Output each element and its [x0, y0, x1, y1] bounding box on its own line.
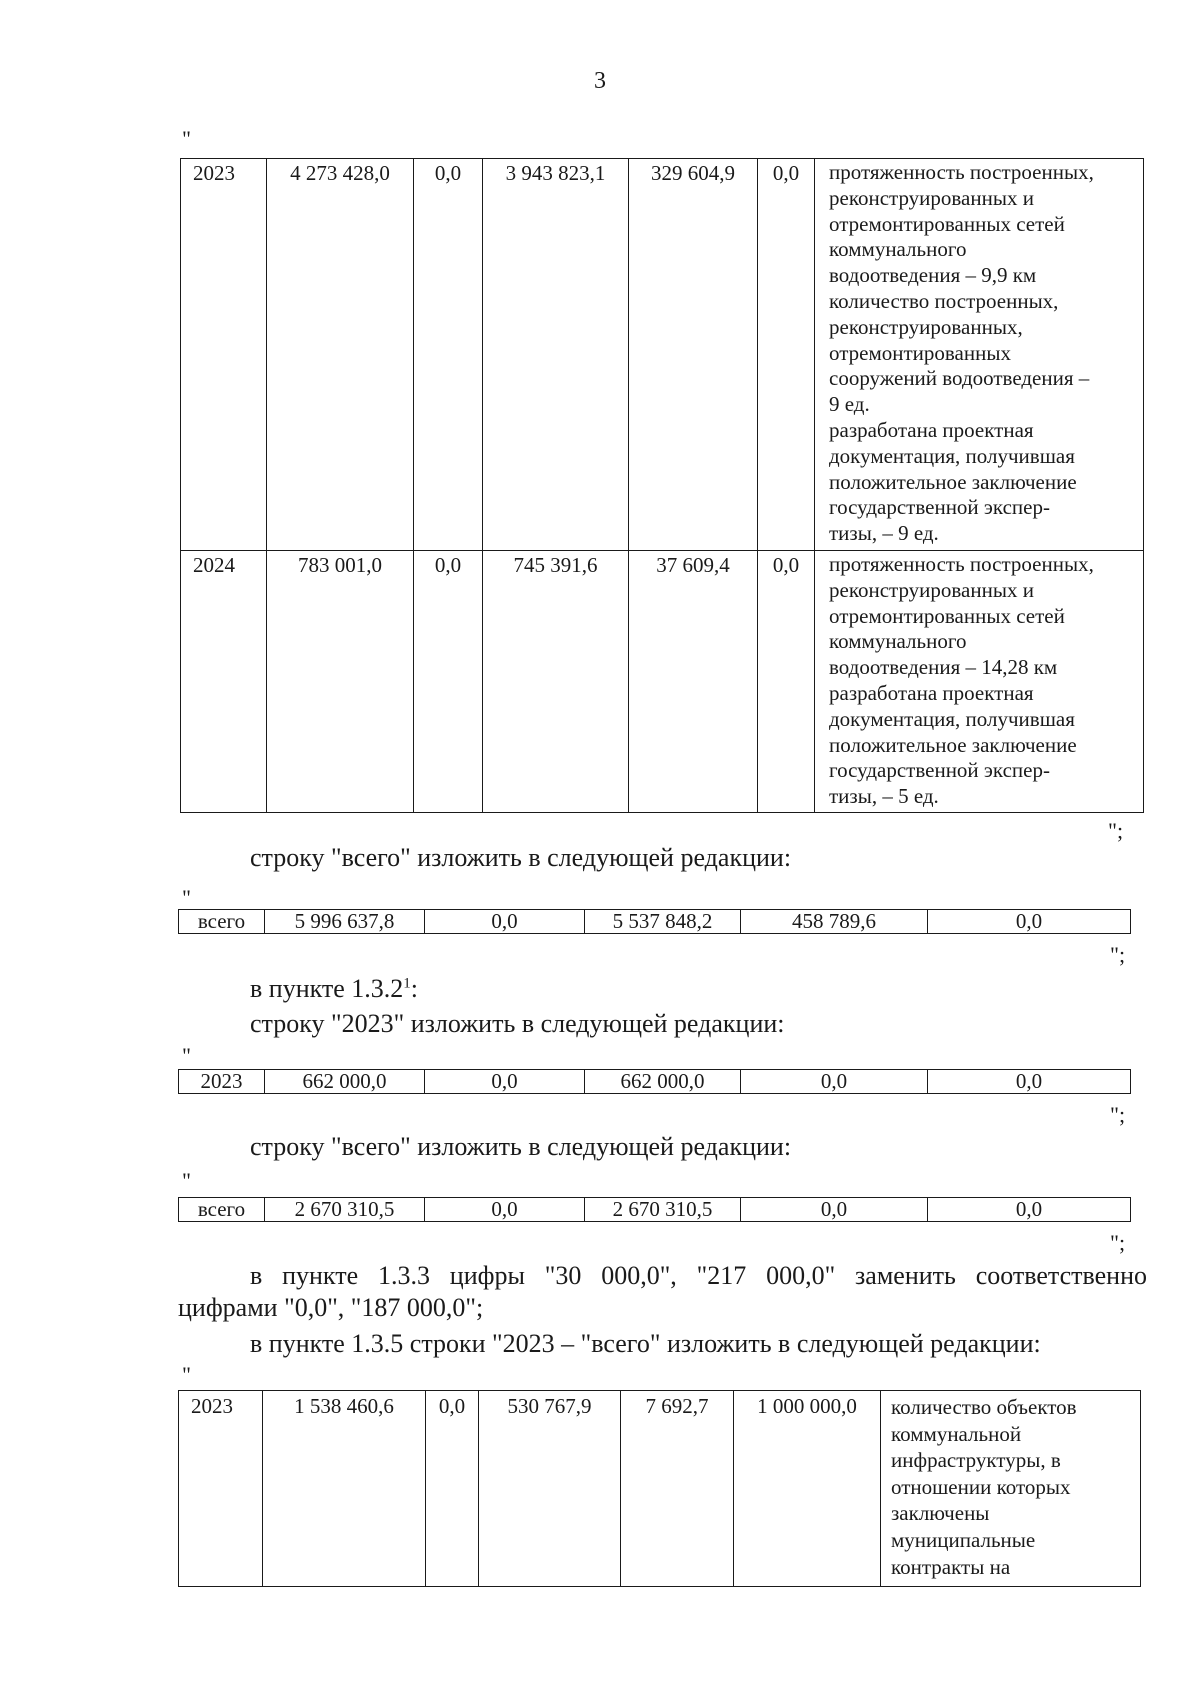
cell-value: 0,0	[425, 1198, 585, 1222]
desc-line: тизы, – 5 ед.	[829, 784, 939, 809]
cell-value: 745 391,6	[483, 551, 629, 813]
cell-description	[881, 1391, 1141, 1587]
cell-year: 2023	[179, 1391, 263, 1587]
superscript: 1	[403, 975, 411, 992]
cell-total: 783 001,0	[267, 551, 414, 813]
desc-line: протяженность построенных,	[829, 552, 1094, 576]
paragraph-text: в пункте 1.3.2	[250, 974, 404, 1003]
table-row	[179, 910, 1131, 934]
cell-value: 0,0	[425, 1070, 585, 1094]
paragraph: в пункте 1.3.3 цифры "30 000,0", "217 000,0" заменить соответственно	[250, 1261, 1147, 1290]
closing-quote: ";	[1108, 818, 1124, 843]
cell-value: 458 789,6	[741, 910, 928, 934]
cell-value: 0,0	[741, 1198, 928, 1222]
desc-line: отремонтированных сетей	[829, 603, 1065, 628]
closing-quote: ";	[1110, 1102, 1126, 1127]
table-row-2023	[181, 159, 1144, 551]
cell-value: 7 692,7	[621, 1391, 734, 1587]
opening-quote: "	[182, 885, 191, 910]
desc-line: контракты на	[891, 1554, 1011, 1579]
table-row	[179, 1070, 1131, 1094]
total-row-table-2	[178, 1197, 1131, 1222]
paragraph: строку "всего" изложить в следующей редакции:	[250, 1132, 792, 1161]
cell-value: 37 609,4	[629, 551, 758, 813]
desc-line: разработана проектная	[829, 680, 1034, 705]
desc-line: документация, получившая	[829, 706, 1075, 731]
desc-line: отношении которых	[891, 1474, 1071, 1499]
cell-value: 329 604,9	[629, 159, 758, 551]
cell-year: 2024	[181, 551, 267, 813]
opening-quote: "	[182, 1168, 191, 1193]
cell-value: 0,0	[758, 159, 815, 551]
paragraph: строку "2023" изложить в следующей редакции:	[250, 1009, 785, 1038]
desc-line: реконструированных и	[829, 577, 1034, 602]
page-number: 3	[594, 68, 606, 94]
cell-label: 2023	[179, 1070, 265, 1094]
closing-quote: ";	[1110, 942, 1126, 967]
desc-line: разработана проектная	[829, 417, 1034, 442]
cell-value: 662 000,0	[265, 1070, 425, 1094]
desc-line: отремонтированных	[829, 340, 1011, 365]
cell-value: 5 537 848,2	[585, 910, 741, 934]
main-table	[180, 158, 1144, 813]
cell-value: 0,0	[928, 1070, 1131, 1094]
desc-line: коммунального	[829, 237, 967, 262]
cell-value: 1 000 000,0	[734, 1391, 881, 1587]
last-table	[178, 1390, 1141, 1587]
desc-line: водоотведения – 14,28 км	[829, 655, 1058, 680]
paragraph: цифрами "0,0", "187 000,0";	[178, 1293, 484, 1322]
cell-value: 0,0	[414, 551, 483, 813]
table-row	[179, 1198, 1131, 1222]
cell-description	[815, 551, 1144, 813]
desc-line: количество объектов	[891, 1395, 1077, 1419]
cell-value: 662 000,0	[585, 1070, 741, 1094]
cell-value: 0,0	[741, 1070, 928, 1094]
desc-line: тизы, – 9 ед.	[829, 521, 939, 546]
opening-quote: "	[182, 126, 191, 151]
cell-total: 4 273 428,0	[267, 159, 414, 551]
desc-line: реконструированных,	[829, 314, 1023, 339]
desc-line: 9 ед.	[829, 392, 870, 417]
paragraph-text: :	[410, 974, 419, 1003]
cell-value: 2 670 310,5	[265, 1198, 425, 1222]
cell-total: 1 538 460,6	[263, 1391, 426, 1587]
desc-line: отремонтированных сетей	[829, 211, 1065, 236]
total-row-table	[178, 909, 1131, 934]
cell-value: 0,0	[928, 910, 1131, 934]
desc-line: реконструированных и	[829, 185, 1034, 210]
desc-line: коммунальной	[891, 1421, 1022, 1446]
cell-label: всего	[179, 1198, 265, 1222]
desc-line: положительное заключение	[829, 732, 1077, 757]
cell-value: 2 670 310,5	[585, 1198, 741, 1222]
cell-value: 0,0	[425, 910, 585, 934]
cell-value: 0,0	[414, 159, 483, 551]
desc-line: муниципальные	[891, 1527, 1036, 1552]
desc-line: государственной экспер-	[829, 495, 1050, 520]
cell-value: 5 996 637,8	[265, 910, 425, 934]
paragraph: в пункте 1.3.5 строки "2023 – "всего" изложить в следующей редакции:	[250, 1329, 1041, 1358]
opening-quote: "	[182, 1043, 191, 1068]
table-row-2024	[181, 551, 1144, 813]
desc-line: положительное заключение	[829, 469, 1077, 494]
desc-line: протяженность построенных,	[829, 160, 1094, 184]
cell-description	[815, 159, 1144, 551]
desc-line: документация, получившая	[829, 443, 1075, 468]
paragraph: строку "всего" изложить в следующей редакции:	[250, 843, 792, 872]
desc-line: количество построенных,	[829, 288, 1059, 313]
desc-line: инфраструктуры, в	[891, 1448, 1061, 1473]
cell-value: 3 943 823,1	[483, 159, 629, 551]
desc-line: коммунального	[829, 629, 967, 654]
desc-line: заключены	[891, 1501, 990, 1526]
cell-label: всего	[179, 910, 265, 934]
row-2023-table	[178, 1069, 1131, 1094]
table-row-2023	[179, 1391, 1141, 1587]
cell-year: 2023	[181, 159, 267, 551]
cell-value: 530 767,9	[479, 1391, 621, 1587]
cell-value: 0,0	[758, 551, 815, 813]
desc-line: государственной экспер-	[829, 758, 1050, 783]
opening-quote: "	[182, 1362, 191, 1387]
cell-value: 0,0	[928, 1198, 1131, 1222]
closing-quote: ";	[1110, 1230, 1126, 1255]
paragraph	[250, 973, 418, 1005]
desc-line: водоотведения – 9,9 км	[829, 263, 1037, 288]
desc-line: сооружений водоотведения –	[829, 366, 1090, 391]
cell-value: 0,0	[426, 1391, 479, 1587]
